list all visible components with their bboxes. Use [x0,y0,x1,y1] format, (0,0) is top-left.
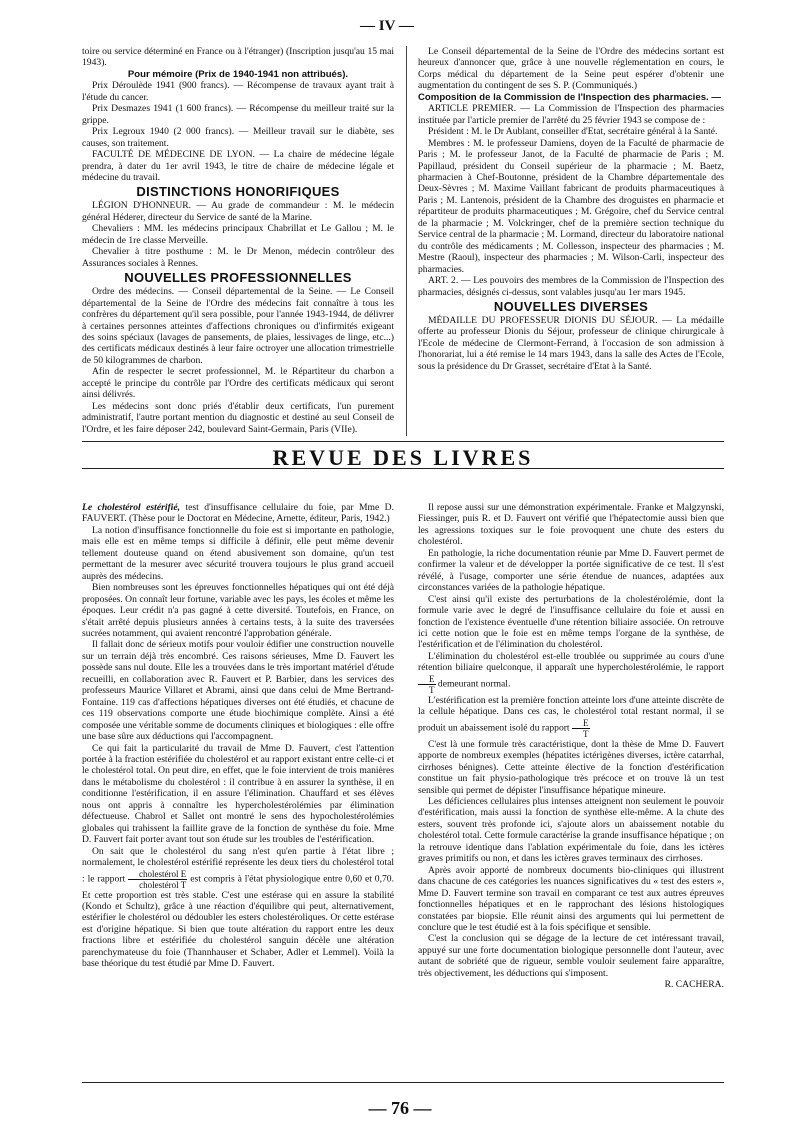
revue-paragraph-ratio [82,846,394,970]
ratio-e-t [418,674,436,695]
article-deux: ART. 2. — Les pouvoirs des membres de la Commission de l'Inspection des pharmacies, désignés ci-dessus, sont valables jusqu'au 1er mars 1945. [418,275,724,298]
revue-paragraph: Il fallait donc de sérieux motifs pour vouloir édifier une construction nouvelle sur un terrain déjà très encombré. Ces raisons sérieuses, Mme D. Fauvert les possède sans nul doute. Elle les a trouvées dans le très important matériel d'étude recueilli, en collaboration avec R. Fauvert et P. Barbier, dans les services des professeurs Maurice Villaret et Abrami, ainsi que dans celui de Mme Bertrand-Fontaine. 119 cas d'affections hépatiques diverses ont été étudiés, et chacune de ces 119 observations comporte une étude biochimique complète. Ainsi a été composée une véritable somme de documents cliniques et biologiques : elle offre une base sûre aux déductions qui l'accompagnent. [82,639,394,743]
ratio-denominator: cholestérol T [139,879,187,890]
revue-paragraph: La notion d'insuffisance fonctionnelle du foie est si importante en pathologie, mais elle est en même temps si difficile à définir, elle peut même devenir tellement douteuse quand on étend abusivement son domaine, qu'un test permettant de la mesurer avec sécurité trouvera toujours le plus grand accueil auprès des médecins. [82,524,394,582]
legion-honneur: LÉGION D'HONNEUR. — Au grade de commandeur : M. le médecin général Héderer, directeur du Service de santé de la Marine. [82,200,394,223]
revue-paragraph: Les déficiences cellulaires plus intenses atteignent non seulement le pouvoir d'estérification, mais aussi la fonction de synthèse elle-même. A la chute des esters, souvent très profonde ici, s'ajoute alors un abaissement notable du cholestérol total. Cette formule caractérise la grande insuffisance hépatique ; on la retrouve identique dans l'ablation expérimentale du foie, dans les ictères graves primitifs ou non, et dans les ictères graves terminaux des cirrhoses. [418,795,724,865]
distinctions-heading: DISTINCTIONS HONORIFIQUES [136,184,340,200]
section-rule-bottom [82,1082,724,1083]
revue-paragraph: C'est la conclusion qui se dégage de la lecture de cet intéressant travail, appuyé sur une forte documentation biologique personnelle dont l'auteur, avec autant de sobriété que de rigueur, semble vouloir seulement faire apparaître, très objectivement, les déductions qui s'imposent. [418,933,724,979]
ratio-t: T [429,684,435,695]
prize-legroux: Prix Legroux 1940 (2 000 francs). — Meilleur travail sur le diabète, ses causes, son traitement. [82,126,394,149]
president-text: Président : M. le Dr Aublant, conseiller d'Etat, secrétaire général à la Santé. [428,126,718,138]
nouvelles-pro-heading: NOUVELLES PROFESSIONNELLES [124,270,352,286]
medaille-dionis: MÉDAILLE DU PROFESSEUR DIONIS DU SÉJOUR. — La médaille offerte au professeur Dionis du Séjour, professeur de clinique chirurgicale à l'Ecole de médecine de Clermont-Ferrand, à l'occasion de son admission à l'honorariat, lui a été remise le 14 mars 1943, dans la salle des Actes de l'Ecole, sous la présidence du Dr Grasset, secrétaire d'Etat à la Santé. [418,314,724,372]
page-folio-bottom: — 76 — [368,1098,432,1118]
section-rule-top [82,441,724,442]
chevaliers-text: Chevaliers : MM. les médecins principaux Chabrillat et Le Gallou ; M. le médecin de 1re classe Merveille. [82,223,394,246]
section-rule-mid [82,468,724,469]
inscription-text: toire ou service déterminé en France ou à l'étranger) (Inscription jusqu'au 15 mai 1943). [82,46,394,69]
medecins-certificats: Les médecins sont donc priés d'établir deux certificats, l'un purement administratif, l'autre portant mention du diagnostic et destiné au seul Conseil de l'Ordre, et les faire déposer 242, boulevard Saint-Germain, Paris (VIIe). [82,400,394,435]
revue-paragraph: Il repose aussi sur une démonstration expérimentale. Franke et Malgzynski, Fiessinger, puis R. et D. Fauvert ont vérifié que l'hépatectomie aussi bien que les agressions toxiques sur le foie provoquent une chute des esters du cholestérol. [418,502,724,548]
ratio-text-after: est compris à l'état physiologique entre 0,60 et 0,70. Et cette proportion est très stable. C'est une estérase qui en assure la stabilité (Kondo et Schultz), grâce à une réaction d'équilibre qui peut, alternativement, estérifier le cholestérol ou dédoubler les esters cholestéroliques. Or cette estérase est d'origine hépatique. Si bien que toute altération du rapport entre les deux fractions libre et estérifiée du cholestérol sanguin décèle une altération parenchymateuse du foie (Thannhauser et Schaber, Adler et Lemmel). Voilà la base théorique du test étudié par Mme D. Fauvert. [82,873,394,970]
revue-paragraph: En pathologie, la riche documentation réunie par Mme D. Fauvert permet de confirmer la valeur et de développer la portée significative de ce test. Il s'est révélé, à l'usage, comporter une série étendue de nuances, adaptées aux circonstances variées de la pathologie hépatique. [418,547,724,594]
commission-heading: Composition de la Commission de l'Inspection des pharmacies. — [418,91,721,103]
article-premier: ARTICLE PREMIER. — La Commission de l'Inspection des pharmacies instituée par l'article premier de l'arrêté du 25 février 1943 se compose de : [418,103,724,126]
esterification-text: L'estérification est la première fonction atteinte lors d'une atteinte discrète de la cellule hépatique. Dans ces cas, le cholestérol total restant normal, il se produit un abaissement isolé du rapport [418,694,724,734]
book-reference: test d'insuffisance cellulaire du foie, par Mme D. FAUVERT. (Thèse pour le Doctorat en Médecine, Arnette, éditeur, Paris, 1942.) [82,502,394,525]
prize-deroulede: Prix Déroulède 1941 (900 francs). — Récompense de travaux ayant trait à l'étude du cancer. [82,80,394,103]
ordre-medecins: Ordre des médecins. — Conseil départemental de la Seine. — Le Conseil départemental de la Seine de l'Ordre des médecins fait connaître à tous les confrères du département qu'il sera possible, pour l'année 1943-1944, de délivrer à certaines personnes atteintes d'affections chroniques ou d'infirmités exigeant des soins spéciaux (lavages de pansements, de plaies, lessivages de linge, etc...) des certificats médicaux destinés à leur faire octroyer une allocation trimestrielle de 50 kilogrammes de charbon. [82,286,394,366]
revue-paragraph: C'est là une formule très caractéristique, dont la thèse de Mme D. Fauvert apporte de nombreux exemples (hépatites ictérigènes diverses, ictère catarrhal, cirrhoses bénignes). Cette atteinte élective de la fonction d'estérification constitue un fait physio-pathologique très précoce et on trouve là un test sensible qui permet de dépister l'insuffisance hépatique mineure. [418,738,724,796]
news-column-right [418,46,724,372]
revue-paragraph: C'est ainsi qu'il existe des perturbations de la cholestérolémie, dont la formule varie avec le degré de l'insuffisance cellulaire du foie et aussi en fonction de l'existence éventuelle d'une rétention biliaire associée. On retrouve ici cette notion que le foie est en même temps l'organe de la synthèse, de l'estérification et de l'élimination du cholestérol. [418,593,724,651]
revue-column-right [418,502,724,991]
review-signature: R. CACHERA. [664,979,724,991]
column-divider [406,46,407,436]
faculty-lyon: FACULTÉ DE MÉDECINE DE LYON. — La chaire de médecine légale prendra, à dater du 1er avril 1943, le titre de chaire de médecine légale et médecine du travail. [82,149,394,183]
ratio-t-2: T [583,728,589,739]
revue-paragraph: Ce qui fait la particularité du travail de Mme D. Fauvert, c'est l'attention portée à la fraction estérifiée du cholestérol et au rapport existant entre celle-ci et le cholestérol total. On peut dire, en effet, que le foie intervient de trois manières dans le métabolisme du cholestérol : il contribue à en assurer la synthèse, il en conditionne l'estérification, il en assure l'élimination. Chauffard et ses élèves nous ont appris à connaître les hypercholestérolémies par élimination défectueuse. Chabrol et Sallet ont montré le sens des hypocholestérolémies globales qui trahissent la faillite grave de la fonction de synthèse du foie. Mme D. Fauvert fait porter avant tout son étude sur les troubles de l'estérification. [82,742,394,846]
conseil-departemental: Le Conseil départemental de la Seine de l'Ordre des médecins sortant est heureux d'annoncer que, grâce à une nouvelle réglementation en cours, le Corps médical du département de la Seine peut espérer d'obtenir une augmentation du contingent de ses S. P. (Communiqués.) [418,46,724,92]
memo-title: Pour mémoire (Prix de 1940-1941 non attribués). [127,68,349,80]
revue-paragraph-elimination [418,651,724,695]
membres-text: Membres : M. le professeur Damiens, doyen de la Faculté de pharmacie de Paris ; M. le professeur Janot, de la Faculté de pharmacie de Paris ; M. Papillaud, président du Conseil supérieur de la pharmacie ; M. Baetz, pharmacien à Chef-Boutonne, président de la Chambre départementale des Deux-Sèvres ; M. Maxime Vaillant fabricant de produits pharmaceutiques à Paris ; M. Lantenois, président de la Chambre des droguistes en pharmacie et répartiteur de produits pharmaceutiques ; M. Grégoire, chef du Service central de la pharmacie ; M. Volckringer, chef de la première section technique du Service central de la pharmacie ; M. Lormand, directeur du laboratoire national du contrôle des médicaments ; M. Collesson, inspecteur des pharmacies ; M. Mestre (Raoul), inspecteur des pharmacies ; M. Wilson-Carli, inspecteur des pharmacies. [418,137,724,275]
chevalier-posthume: Chevalier à titre posthume : M. le Dr Menon, médecin contrôleur des Assurances sociales à Rennes. [82,246,394,269]
revue-column-left [82,502,394,970]
elimination-text-end: demeurant normal. [437,678,511,690]
prize-desmazes: Prix Desmazes 1941 (1 600 francs). — Récompense du meilleur traité sur la grippe. [82,103,394,126]
ratio-e: E [418,674,436,685]
revue-paragraph: Après avoir apporté de nombreux documents bio-cliniques qui illustrent dans chacune de ces catégories les nuances significatives du « test des esters », Mme D. Fauvert termine son travail en comparant ce test aux autres épreuves fonctionnelles hépatiques et en le rapprochant des lésions histologiques constatées par biopsie. Elle réunit ainsi des arguments qui lui permettent de conclure que le test étudié est à la fois spécifique et sensible. [418,864,724,933]
secret-professionnel: Afin de respecter le secret professionnel, M. le Répartiteur du charbon a accepté le principe du contrôle par l'Ordre des certificats médicaux qui seront ainsi délivrés. [82,366,394,401]
ratio-text-before: On sait que le cholestérol du sang n'est qu'en partie à l'état libre ; normalement, le cholestérol estérifié représente les deux tiers du cholestérol total : le rapport [82,845,394,885]
revue-paragraph-esterification [418,695,724,739]
revue-paragraph: Bien nombreuses sont les épreuves fonctionnelles hépatiques qui ont été déjà proposées. On connaît leur fortune, variable avec les pays, les écoles et même les époques. Leur crédit n'a pas gagné à cette diversité. Toutefois, en France, on s'était arrêté depuis plusieurs années à certains tests, à la suite des traversées sucrées notamment, qui avaient rencontré l'approbation générale. [82,582,394,639]
cholesterol-ratio [128,869,187,890]
news-column-left [82,46,394,435]
page-folio-top: — IV — [360,18,414,34]
ratio-e-2: E [572,718,590,729]
book-title: Le cholestérol estérifié, [82,502,180,513]
ratio-e-t-2 [572,718,590,739]
revue-title: REVUE DES LIVRES [272,445,534,470]
ratio-numerator: cholestérol E [128,869,187,880]
nouvelles-diverses-heading: NOUVELLES DIVERSES [493,298,649,314]
elimination-text: L'élimination du cholestérol est-elle troublée ou supprimée au cours d'une rétention biliaire quelconque, il apparaît une hypercholestérolémie, le rapport [418,650,724,674]
